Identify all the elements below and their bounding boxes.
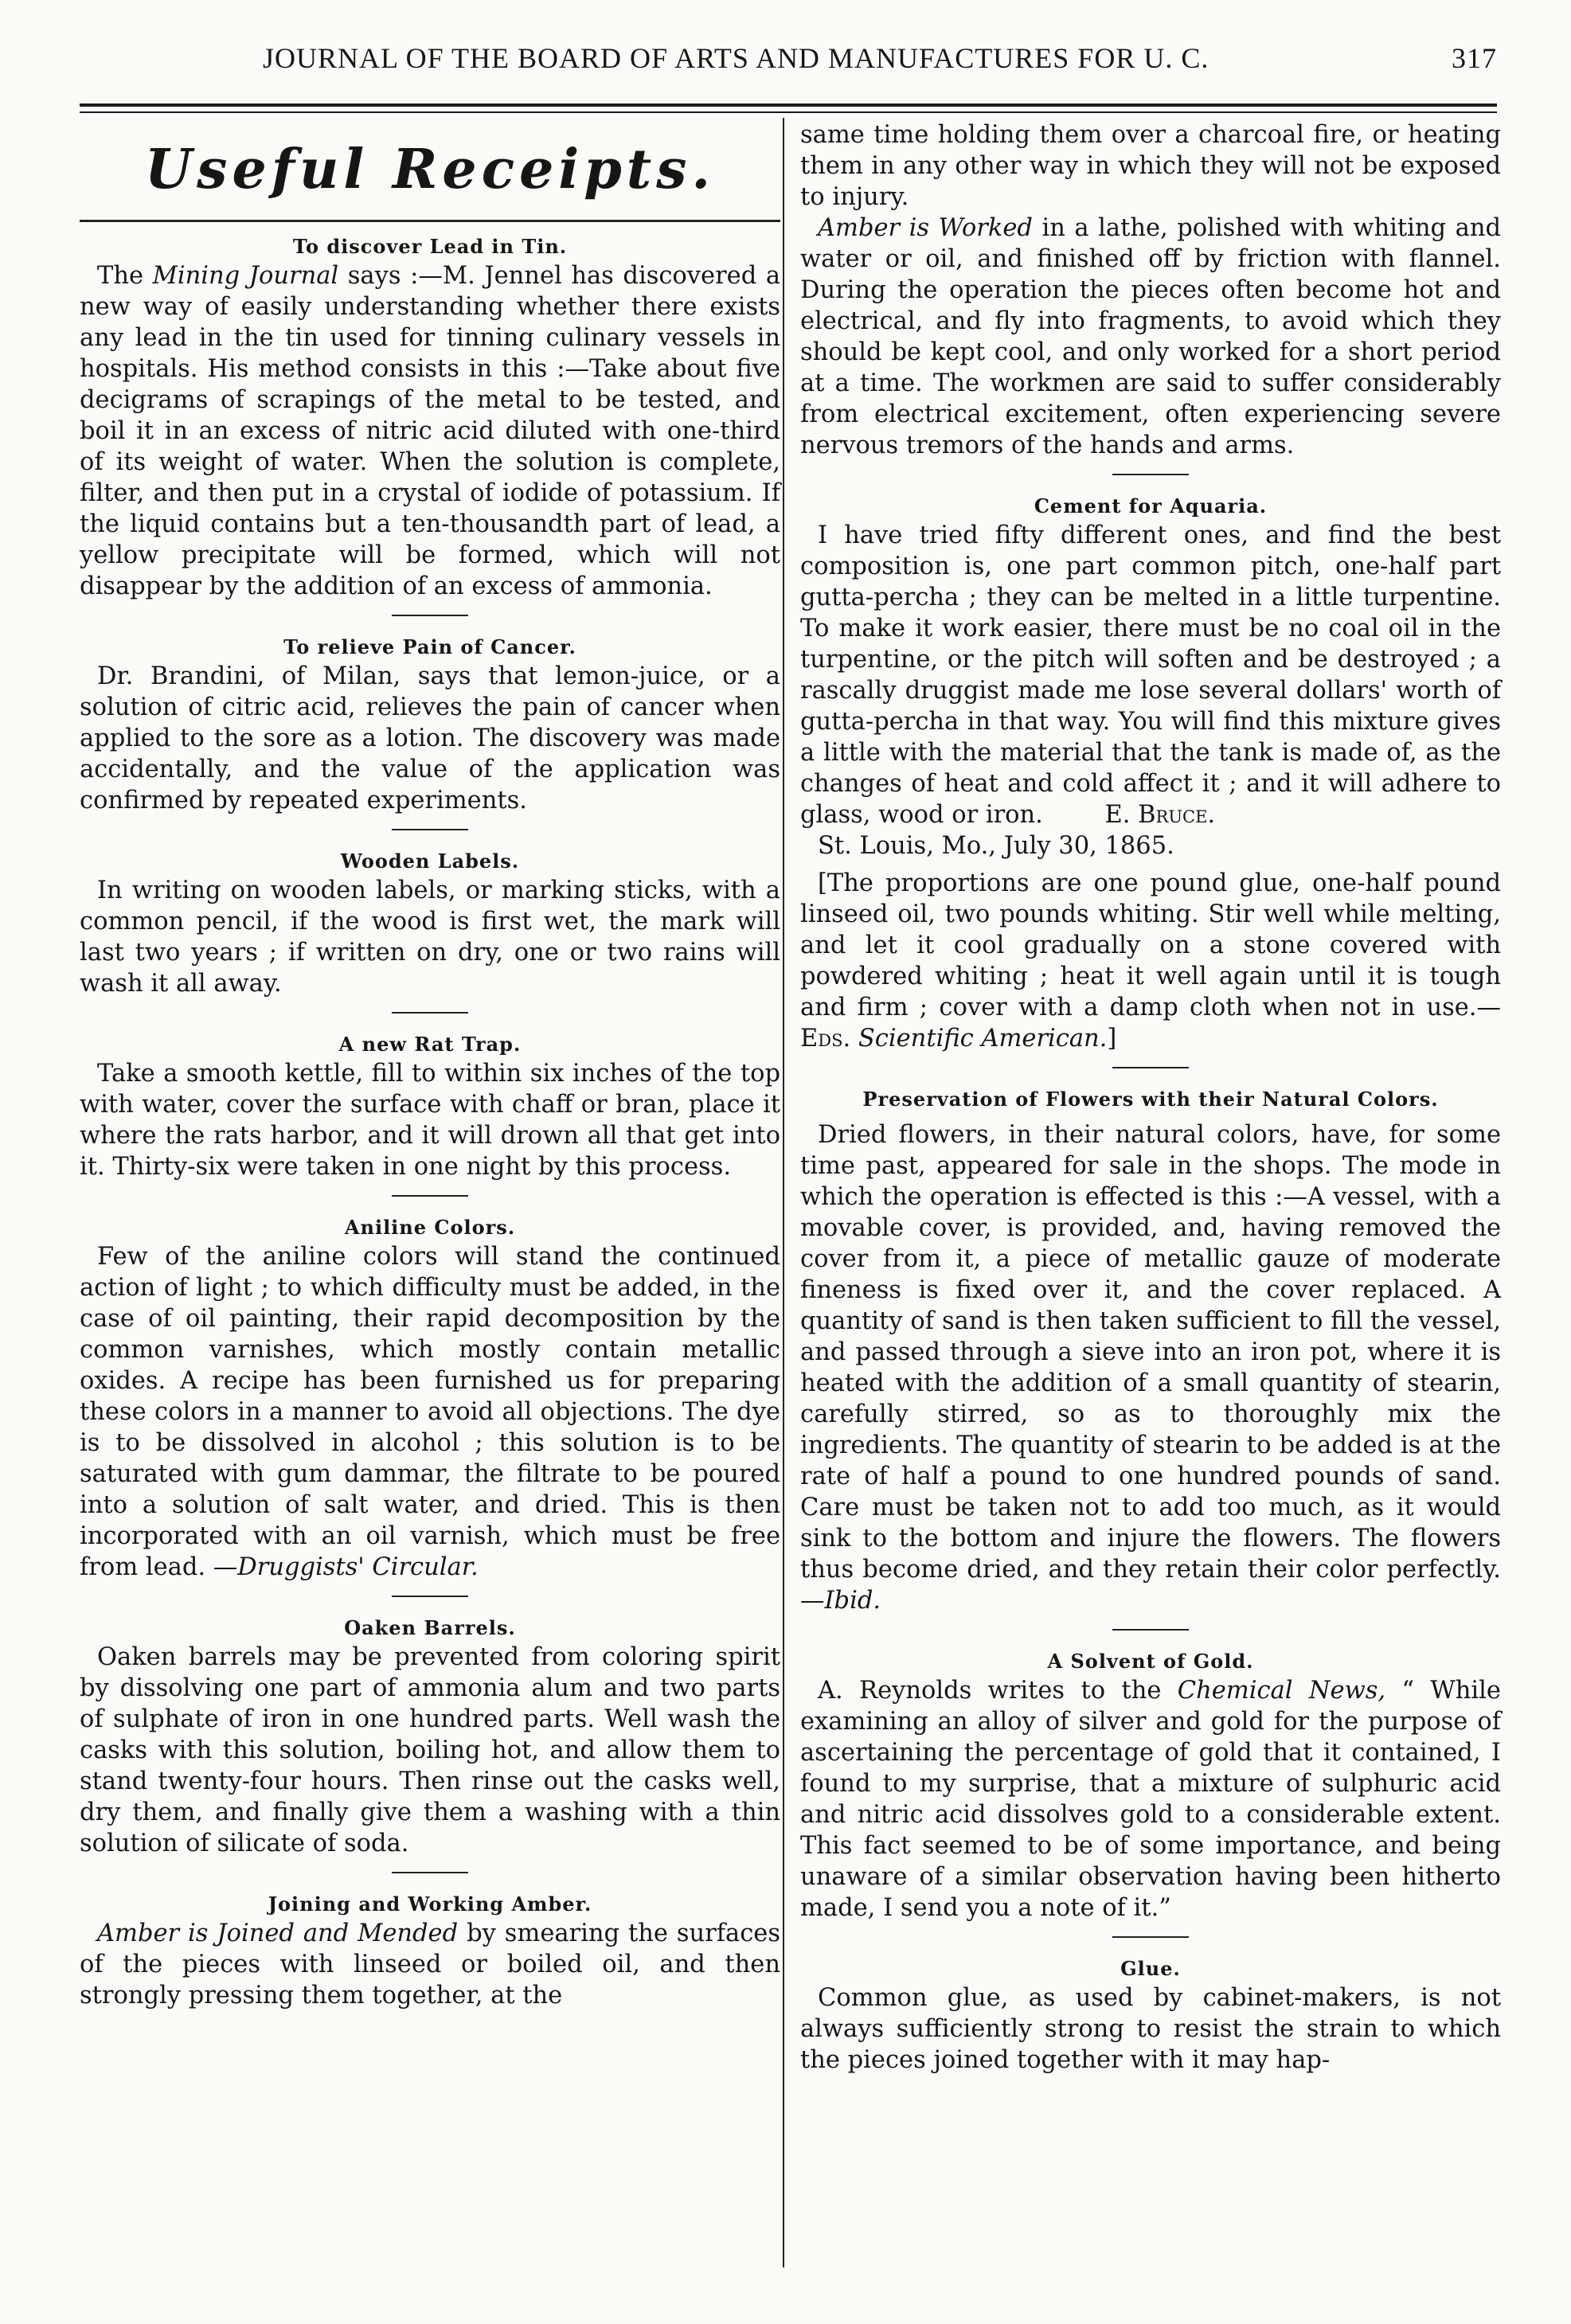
article-body: Amber is Joined and Mended by smearing the surfaces of the pieces with linseed or boiled oil, and then strongly pressing them together, at the — [80, 1920, 780, 2010]
article-separator — [1112, 1067, 1189, 1068]
article-body: Dr. Brandini, of Milan, says that lemon-juice, or a solution of citric acid, relieves the pain of cancer when applied to the sore as a lotion. The discovery was made accidentally, and the value of the application was confirmed by repeated experiments. — [80, 662, 780, 814]
article-body: Few of the aniline colors will stand the continued action of light ; to which difficulty must be added, in the case of oil painting, their rapid decomposition by the common varnishes, which mostly contain metallic oxides. A recipe has been furnished us for preparing these colors in a manner to avoid all objections. The dye is to be dissolved in alcohol ; this solution is to be saturated with gum dammar, the filtrate to be poured into a solution of salt water, and dried. This is then incorporated with an oil varnish, which must be free from lead. —Druggists' Circular. — [80, 1243, 780, 1581]
section-masthead: Useful Receipts. — [144, 138, 716, 201]
article-cement-aquaria — [800, 493, 1501, 1054]
source-name: Mining Journal — [152, 262, 339, 290]
editor-note: [The proportions are one pound glue, one-half pound linseed oil, two pounds whiting. Stir well while melting, and let it cool gradually on a stone covered with powdered whiting ; heat it well again until it is tough and firm ; cover with a damp cloth when not in use.—Eds. Scientific American.] — [800, 869, 1501, 1053]
article-body: Common glue, as used by cabinet-makers, is not always sufficiently strong to resist the strain to which the pieces joined together with it may hap- — [800, 1984, 1501, 2074]
lead-phrase: Amber is Joined and Mended — [97, 1920, 459, 1947]
article-lead-in-tin — [80, 233, 780, 602]
article-body: Oaken barrels may be prevented from coloring spirit by dissolving one part of ammonia alum and two parts of sulphate of iron in one hundred parts. Well wash the casks with this solution, boiling hot, and allow them to stand twenty-four hours. Then rinse out the casks well, dry them, and finally give them a washing with a thin solution of silicate of soda. — [80, 1643, 780, 1857]
source-name: Chemical News, — [1177, 1677, 1386, 1705]
article-glue — [800, 1955, 1501, 2076]
article-separator — [392, 1596, 468, 1597]
article-body: In writing on wooden labels, or marking sticks, with a common pencil, if the wood is first wet, the mark will last two years ; if written on dry, one or two rains will wash it all away. — [80, 877, 780, 998]
article-amber-continued — [800, 119, 1501, 461]
article-title: Aniline Colors. — [344, 1216, 516, 1239]
article-title: To relieve Pain of Cancer. — [283, 635, 576, 658]
article-body: Amber is Worked in a lathe, polished with whiting and water or oil, and finished off by friction with flannel. During the operation the pieces often become hot and electrical, and fly into fragments, to avoid which they should be kept cool, and only worked for a short period at a time. The workmen are said to suffer considerably from electrical excitement, often experiencing severe nervous tremors of the hands and arms. — [800, 214, 1501, 459]
article-title: Oaken Barrels. — [344, 1616, 516, 1639]
article-body: The Mining Journal says :—M. Jennel has discovered a new way of easily understanding whether there exists any lead in the tin used for tinning culinary vessels in hospitals. His method consists in this :—Take about five decigrams of scrapings of the metal to be tested, and boil it in an excess of nitric acid diluted with one-third of its weight of water. When the solution is complete, filter, and then put in a crystal of iodide of potassium. If the liquid contains but a ten-thousandth part of lead, a yellow precipitate will be formed, which will not disappear by the addition of an excess of ammonia. — [80, 262, 781, 600]
article-title: Joining and Working Amber. — [268, 1892, 592, 1916]
article-body: Dried flowers, in their natural colors, have, for some time past, appeared for sale in the shops. The mode in which the operation is effected is this :—A vessel, with a movable cover, is provided, and, having removed the cover from it, a piece of metallic gauze of moderate fineness is fixed over it, and the cover replaced. A quantity of sand is then taken sufficient to fill the vessel, and passed through a sieve into an iron pot, where it is heated with the addition of a small quantity of stearin, carefully stirred, so as to thoroughly mix the ingredients. The quantity of stearin to be added is at the rate of half a pound to one hundred pounds of sand. Care must be taken not to add too much, as it would sink to the bottom and injure the flowers. The flowers thus become dried, and they retain their color perfectly.—Ibid. — [800, 1121, 1501, 1615]
article-body: A. Reynolds writes to the Chemical News, “ While examining an alloy of silver and gold for the purpose of ascertaining the percentage of gold that it contained, I found to my surprise, that a mixture of sulphuric acid and nitric acid dissolves gold to a considerable extent. This fact seemed to be of some importance, and being unaware of a similar observation having been hitherto made, I send you a note of it.” — [800, 1677, 1501, 1922]
article-body: Take a smooth kettle, fill to within six inches of the top with water, cover the surface with chaff or bran, place it where the rats harbor, and it will drown all that get into it. Thirty-six were taken in one night by this process. — [80, 1060, 780, 1181]
article-amber — [80, 1891, 780, 2011]
article-separator — [392, 1872, 468, 1873]
article-dateline: St. Louis, Mo., July 30, 1865. — [818, 832, 1174, 860]
masthead-rule — [80, 220, 780, 222]
article-title: Preservation of Flowers with their Natural Colors. — [862, 1088, 1439, 1111]
article-oaken-barrels — [80, 1615, 780, 1859]
article-source: Scientific American. — [858, 1025, 1108, 1053]
article-separator — [1112, 1629, 1189, 1631]
article-source: Ibid. — [824, 1587, 881, 1615]
article-author: E. Bruce. — [1104, 801, 1216, 829]
article-wooden-labels — [80, 848, 780, 999]
article-separator — [392, 615, 468, 616]
article-title: To discover Lead in Tin. — [292, 235, 568, 258]
article-separator — [1112, 1936, 1189, 1938]
article-flower-preservation — [800, 1086, 1501, 1616]
journal-title: JOURNAL OF THE BOARD OF ARTS AND MANUFACTURES FOR U. C. — [263, 42, 1210, 74]
article-cancer-pain — [80, 634, 780, 816]
header-rule-thin — [80, 111, 1497, 113]
article-separator — [392, 1012, 468, 1014]
article-separator — [392, 1195, 468, 1197]
header-rule-thick — [80, 104, 1497, 107]
article-solvent-of-gold — [800, 1648, 1501, 1924]
article-title: Cement for Aquaria. — [1034, 494, 1268, 518]
article-body: I have tried fifty different ones, and find the best composition is, one part common pitch, one-half part gutta-percha ; they can be melted in a little turpentine. To make it work easier, there must be no coal oil in the turpentine, or the pitch will soften and be destroyed ; a rascally druggist made me lose several dollars' worth of gutta-percha in that way. You will find this mixture gives a little with the material that the tank is made of, as the changes of heat and cold affect it ; and it will adhere to glass, wood or iron. E. Bruce. — [800, 521, 1501, 829]
article-separator — [1112, 474, 1189, 475]
article-aniline-colors — [80, 1214, 780, 1583]
left-column — [80, 119, 780, 2011]
article-body: same time holding them over a charcoal fire, or heating them in any other way in which they will not be exposed to injury. — [800, 121, 1501, 211]
article-title: Glue. — [1120, 1957, 1181, 1980]
article-title: A new Rat Trap. — [338, 1033, 522, 1056]
column-divider — [783, 118, 784, 2267]
page-number: 317 — [1452, 42, 1497, 74]
lead-phrase: Amber is Worked — [818, 214, 1033, 242]
article-separator — [392, 829, 468, 830]
article-title: Wooden Labels. — [340, 850, 520, 873]
article-title: A Solvent of Gold. — [1047, 1650, 1254, 1673]
article-rat-trap — [80, 1031, 780, 1182]
right-column — [800, 119, 1501, 2076]
article-source: —Druggists' Circular. — [213, 1553, 479, 1581]
